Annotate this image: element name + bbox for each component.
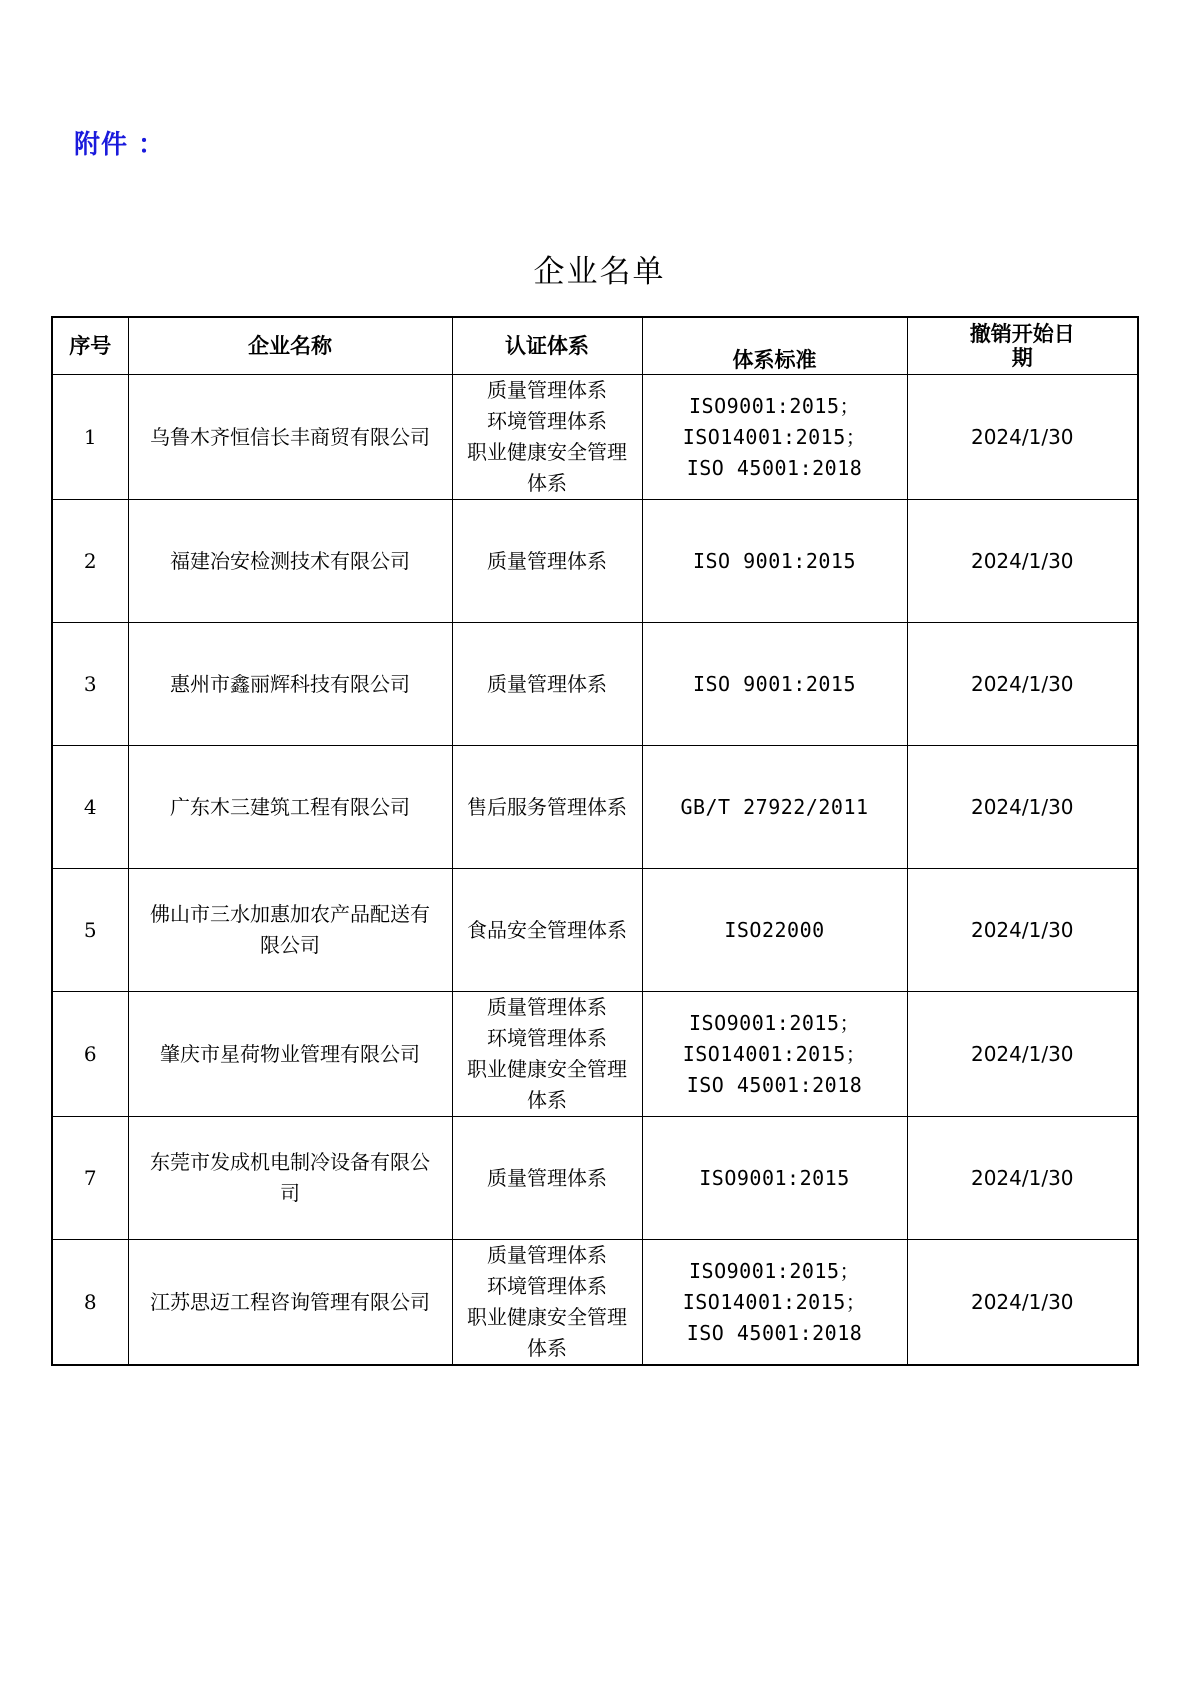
company-name-text: 惠州市鑫丽辉科技有限公司 <box>170 671 410 696</box>
table-row <box>52 869 1138 992</box>
standard-line: ISO14001:2015； <box>682 424 867 449</box>
row-index: 1 <box>52 375 128 500</box>
company-name-text: 佛山市三水加惠加农产品配送有限公司 <box>150 902 430 957</box>
certification-system <box>452 1117 642 1240</box>
system-line: 体系 <box>527 471 567 495</box>
row-index: 6 <box>52 992 128 1117</box>
system-line: 环境管理体系 <box>487 1026 607 1050</box>
standard-line: ISO 9001:2015 <box>692 548 857 573</box>
system-standard <box>642 992 907 1117</box>
system-standard <box>642 746 907 869</box>
system-standard <box>642 1240 907 1366</box>
row-index: 3 <box>52 623 128 746</box>
page-title: 企业名单 <box>533 254 666 290</box>
certification-system <box>452 869 642 992</box>
standard-line: ISO9001:2015； <box>689 393 860 418</box>
row-index: 5 <box>52 869 128 992</box>
system-standard <box>642 623 907 746</box>
header-standard: 体系标准 <box>642 317 907 375</box>
revoke-date: 2024/1/30 <box>907 992 1138 1117</box>
table-row <box>52 623 1138 746</box>
table-row <box>52 1117 1138 1240</box>
standard-line: ISO22000 <box>724 917 825 942</box>
system-line: 环境管理体系 <box>487 1274 607 1298</box>
company-name <box>128 869 452 992</box>
system-line: 体系 <box>527 1088 567 1112</box>
company-name-text: 江苏思迈工程咨询管理有限公司 <box>150 1289 430 1314</box>
standard-line: ISO9001:2015 <box>699 1165 850 1190</box>
header-revoke-date-text: 撤销开始日期 <box>969 322 1075 370</box>
company-name-text: 东莞市发成机电制冷设备有限公司 <box>150 1150 430 1205</box>
header-company: 企业名称 <box>128 317 452 375</box>
certification-system <box>452 500 642 623</box>
system-line: 职业健康安全管理 <box>467 1305 627 1329</box>
company-name <box>128 992 452 1117</box>
company-name <box>128 375 452 500</box>
company-name <box>128 500 452 623</box>
header-revoke-date <box>907 317 1138 375</box>
system-line: 质量管理体系 <box>487 1243 607 1267</box>
certification-system <box>452 1240 642 1366</box>
standard-line: GB/T 27922/2011 <box>680 794 869 819</box>
system-line: 体系 <box>527 1336 567 1360</box>
company-name-text: 广东木三建筑工程有限公司 <box>170 794 410 819</box>
company-name-text: 福建冶安检测技术有限公司 <box>170 548 410 573</box>
revoke-date: 2024/1/30 <box>907 500 1138 623</box>
system-standard <box>642 500 907 623</box>
table-row <box>52 500 1138 623</box>
system-line: 质量管理体系 <box>487 995 607 1019</box>
system-line: 环境管理体系 <box>487 409 607 433</box>
certification-system <box>452 992 642 1117</box>
revoke-date: 2024/1/30 <box>907 1240 1138 1366</box>
system-line: 职业健康安全管理 <box>467 1057 627 1081</box>
table-row <box>52 1240 1138 1366</box>
standard-line: ISO 45001:2018 <box>686 1320 863 1345</box>
system-standard <box>642 869 907 992</box>
certification-system <box>452 746 642 869</box>
header-index: 序号 <box>52 317 128 375</box>
revoke-date: 2024/1/30 <box>907 375 1138 500</box>
attachment-label: 附件 ： <box>74 130 166 160</box>
system-line: 质量管理体系 <box>487 671 607 696</box>
row-index: 7 <box>52 1117 128 1240</box>
company-name <box>128 1240 452 1366</box>
revoke-date: 2024/1/30 <box>907 869 1138 992</box>
company-name <box>128 1117 452 1240</box>
company-name <box>128 746 452 869</box>
system-line: 质量管理体系 <box>487 1165 607 1190</box>
row-index: 4 <box>52 746 128 869</box>
header-system: 认证体系 <box>452 317 642 375</box>
table-header-row <box>52 317 1138 375</box>
company-table <box>51 316 1139 1366</box>
system-line: 职业健康安全管理 <box>467 440 627 464</box>
row-index: 2 <box>52 500 128 623</box>
certification-system <box>452 623 642 746</box>
company-name <box>128 623 452 746</box>
standard-line: ISO9001:2015； <box>689 1258 860 1283</box>
company-name-text: 乌鲁木齐恒信长丰商贸有限公司 <box>150 424 430 449</box>
table-row <box>52 992 1138 1117</box>
system-line: 质量管理体系 <box>487 378 607 402</box>
certification-system <box>452 375 642 500</box>
system-standard <box>642 1117 907 1240</box>
row-index: 8 <box>52 1240 128 1366</box>
standard-line: ISO14001:2015； <box>682 1289 867 1314</box>
system-line: 食品安全管理体系 <box>467 917 627 942</box>
table-row <box>52 746 1138 869</box>
company-name-text: 肇庆市星荷物业管理有限公司 <box>160 1041 420 1066</box>
standard-line: ISO14001:2015； <box>682 1041 867 1066</box>
standard-line: ISO 9001:2015 <box>692 671 857 696</box>
standard-line: ISO 45001:2018 <box>686 455 863 480</box>
system-line: 售后服务管理体系 <box>467 794 627 819</box>
table-body <box>52 375 1138 1366</box>
system-line: 质量管理体系 <box>487 548 607 573</box>
revoke-date: 2024/1/30 <box>907 623 1138 746</box>
table-row <box>52 375 1138 500</box>
standard-line: ISO 45001:2018 <box>686 1072 863 1097</box>
revoke-date: 2024/1/30 <box>907 1117 1138 1240</box>
system-standard <box>642 375 907 500</box>
standard-line: ISO9001:2015； <box>689 1010 860 1035</box>
revoke-date: 2024/1/30 <box>907 746 1138 869</box>
